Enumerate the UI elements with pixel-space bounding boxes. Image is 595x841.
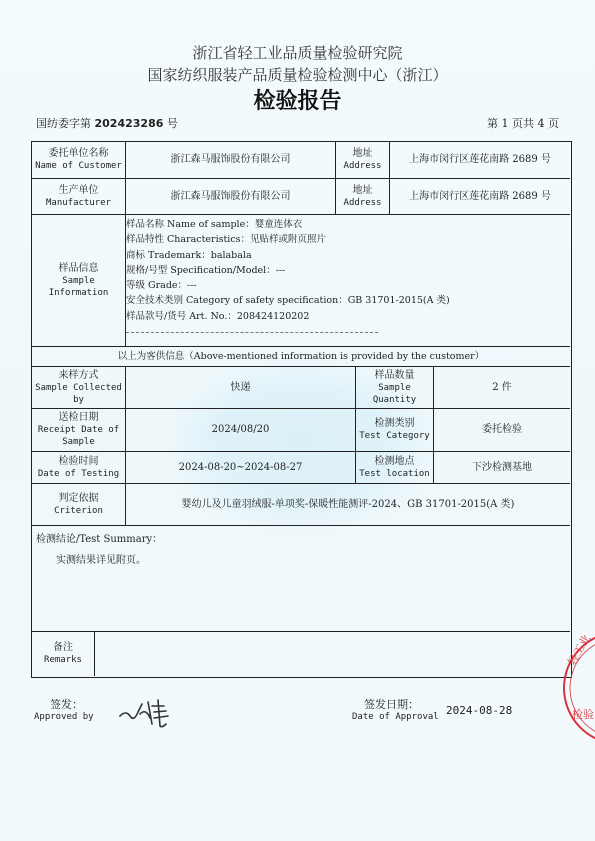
sample-grade: 等级 Grade：---	[126, 280, 197, 292]
sample-trademark: 商标 Trademark：balabala	[126, 249, 252, 261]
test-location-value: 下沙检测基地	[433, 452, 570, 483]
customer-value: 浙江森马服饰股份有限公司	[125, 142, 335, 178]
quantity-value: 2 件	[433, 367, 570, 408]
test-category-label: 检测类别 Test Category	[355, 409, 433, 451]
sample-specification: 规格/号型 Specification/Model：---	[126, 264, 286, 276]
official-seal-icon	[560, 626, 595, 746]
report-title: 检验报告	[253, 89, 342, 114]
testing-label: 检验时间 Date of Testing	[37, 455, 120, 479]
customer-address: 上海市闵行区莲花南路 2689 号	[389, 142, 570, 178]
customer-label: 委托单位名称 Name of Customer	[35, 148, 122, 171]
manufacturer-address-label: 地址 Address	[335, 179, 389, 214]
criterion-label: 判定依据 Criterion	[54, 492, 103, 516]
signature-image	[116, 694, 176, 730]
summary-title: 检测结论/Test Summary：	[36, 534, 163, 545]
seal-text: 轻工业	[565, 632, 594, 668]
remarks-row	[32, 632, 570, 676]
manufacturer-value: 浙江森马服饰股份有限公司	[125, 179, 335, 214]
remarks-label: 备注 Remarks	[44, 642, 82, 665]
sample-details	[126, 217, 450, 333]
sample-row	[32, 215, 570, 347]
approval-date-label-en: Date of Approval	[352, 712, 439, 722]
customer-note-row	[32, 347, 570, 367]
sample-safety-category: 安全技术类别 Category of safety specification：GB 31701-2015(A 类)	[126, 295, 450, 307]
report-number: 国纺委字第 202423286 号	[36, 117, 178, 130]
customer-address-label: 地址 Address	[335, 142, 389, 178]
receipt-row	[32, 409, 570, 452]
collection-value: 快递	[125, 367, 355, 408]
sample-characteristics: 样品特性 Characteristics：见贴样或附页照片	[126, 234, 327, 246]
remarks-value	[94, 632, 570, 676]
seal-text-2: 检验	[572, 708, 594, 721]
sample-dashed-line	[126, 324, 378, 333]
quantity-label: 样品数量 Sample Quantity	[355, 367, 433, 408]
approval-date-label-cn: 签发日期：	[364, 698, 419, 711]
collection-row	[32, 367, 570, 409]
test-location-label: 检测地点 Test location	[355, 452, 433, 483]
manufacturer-row	[32, 179, 570, 215]
collection-label: 来样方式 Sample Collected by	[35, 369, 122, 405]
approved-label-cn: 签发：	[50, 698, 83, 711]
sample-art-no: 样品款号/货号 Art. No.：208424120202	[126, 310, 310, 322]
customer-note: 以上为客供信息（Above-mentioned information is provided by the customer）	[117, 350, 485, 362]
summary-row	[32, 526, 570, 632]
criterion-value: 婴幼儿及儿童羽绒服-单项奖-保暖性能测评-2024、GB 31701-2015(A 类)	[125, 484, 570, 525]
page-indicator: 第 1 页共 4 页	[487, 117, 559, 130]
criterion-row	[32, 484, 570, 526]
sample-label: 样品信息 Sample Information	[48, 262, 109, 298]
approved-label-en: Approved by	[34, 712, 94, 722]
center-name: 国家纺织服装产品质量检验检测中心（浙江）	[147, 66, 448, 84]
receipt-label: 送检日期 Receipt Date of Sample	[37, 412, 120, 447]
manufacturer-address: 上海市闵行区莲花南路 2689 号	[389, 179, 570, 214]
customer-row	[32, 142, 570, 179]
receipt-value: 2024/08/20	[125, 409, 355, 451]
testing-value: 2024-08-20~2024-08-27	[125, 452, 355, 483]
institute-name: 浙江省轻工业品质量检验研究院	[192, 44, 403, 62]
report-table	[31, 141, 572, 678]
approval-date: 2024-08-28	[446, 704, 513, 717]
test-category-value: 委托检验	[433, 409, 570, 451]
sample-name: 样品名称 Name of sample：婴童连体衣	[126, 219, 303, 230]
manufacturer-label: 生产单位 Manufacturer	[45, 184, 112, 208]
testing-row	[32, 452, 570, 484]
summary-text: 实测结果详见附页。	[56, 555, 146, 566]
